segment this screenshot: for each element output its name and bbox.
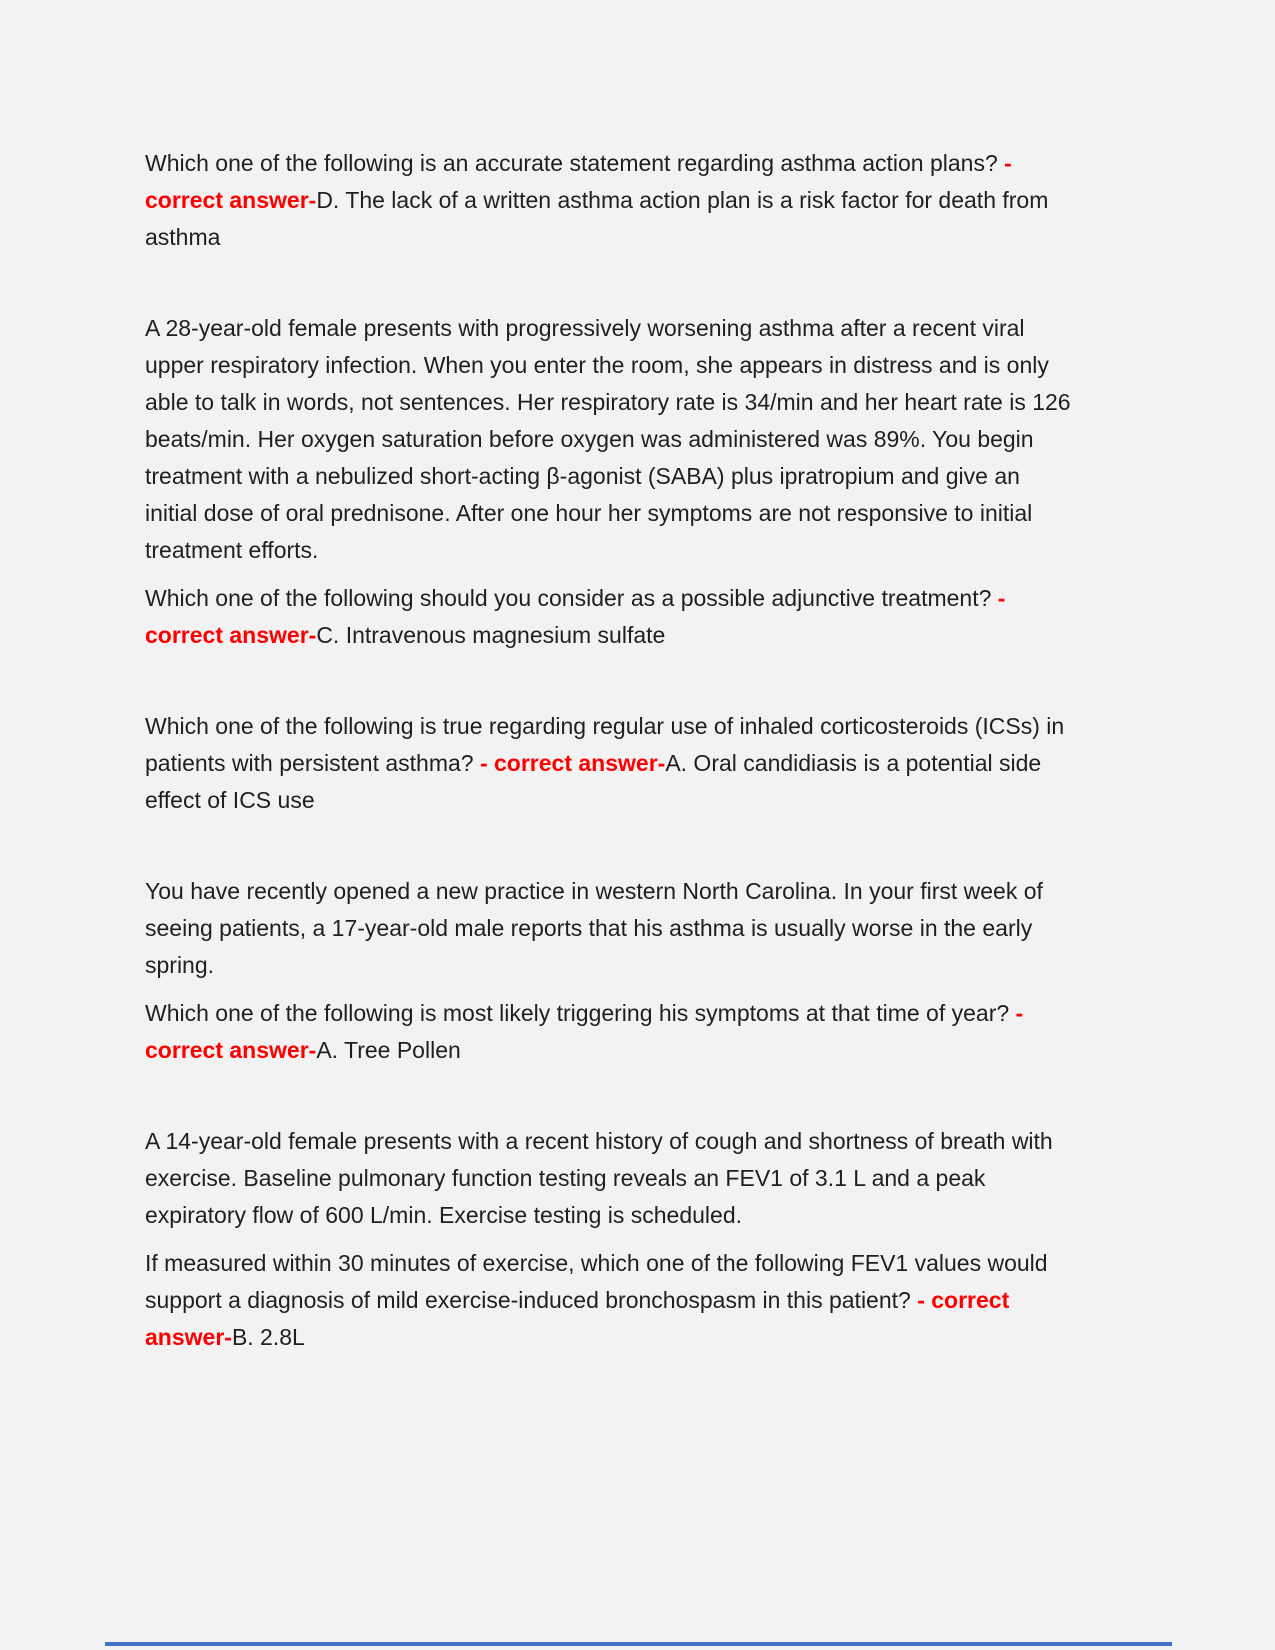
question-block: [145, 310, 1073, 654]
question-block: [145, 708, 1073, 819]
text-run: D. The lack of a written asthma action plan is a risk factor for death from asthma: [145, 187, 1049, 250]
paragraph: [145, 708, 1073, 819]
text-run: Which one of the following should you consider as a possible adjunctive treatment?: [145, 585, 998, 611]
paragraph: [145, 310, 1073, 569]
paragraph: [145, 1245, 1073, 1356]
paragraph: [145, 1123, 1073, 1234]
paragraph: [145, 580, 1073, 654]
correct-answer-label: - correct answer-: [145, 1000, 1024, 1063]
text-run: Which one of the following is most likely triggering his symptoms at that time of year?: [145, 1000, 1016, 1026]
text-run: A 28-year-old female presents with progressively worsening asthma after a recent viral upper respiratory infection. When you enter the room, she appears in distress and is only able to talk in words, not sentences. Her respiratory rate is 34/min and her heart rate is 126 beats/min. Her oxygen saturation before oxygen was administered was 89%. You begin treatment with a nebulized short-acting β-agonist (SABA) plus ipratropium and give an initial dose of oral prednisone. After one hour her symptoms are not responsive to initial treatment efforts.: [145, 315, 1071, 563]
page-bottom-rule: [105, 1642, 1172, 1646]
text-run: C. Intravenous magnesium sulfate: [316, 622, 666, 648]
text-run: You have recently opened a new practice in western North Carolina. In your first week of seeing patients, a 17-year-old male reports that his asthma is usually worse in the early spring.: [145, 878, 1043, 978]
text-run: If measured within 30 minutes of exercise, which one of the following FEV1 values would support a diagnosis of mild exercise-induced bronchospasm in this patient?: [145, 1250, 1048, 1313]
text-run: A 14-year-old female presents with a recent history of cough and shortness of breath with exercise. Baseline pulmonary function testing reveals an FEV1 of 3.1 L and a peak expiratory flow of 600 L/min. Exercise testing is scheduled.: [145, 1128, 1053, 1228]
correct-answer-label: - correct answer-: [145, 585, 1006, 648]
text-run: B. 2.8L: [231, 1324, 305, 1350]
text-run: A. Tree Pollen: [316, 1037, 461, 1063]
question-block: [145, 873, 1073, 1069]
paragraph: [145, 873, 1073, 984]
correct-answer-label: - correct answer-: [479, 750, 666, 776]
correct-answer-label: - correct answer-: [145, 150, 1012, 213]
text-run: Which one of the following is an accurate statement regarding asthma action plans?: [145, 150, 1005, 176]
correct-answer-label: - correct answer-: [145, 1287, 1010, 1350]
text-run: Which one of the following is true regarding regular use of inhaled corticosteroids (ICSs) in patients with persistent asthma?: [145, 713, 1065, 776]
question-block: [145, 1123, 1073, 1356]
document-body: [145, 145, 1073, 1367]
question-block: [145, 145, 1073, 256]
paragraph: [145, 145, 1073, 256]
paragraph: [145, 995, 1073, 1069]
text-run: A. Oral candidiasis is a potential side effect of ICS use: [145, 750, 1042, 813]
